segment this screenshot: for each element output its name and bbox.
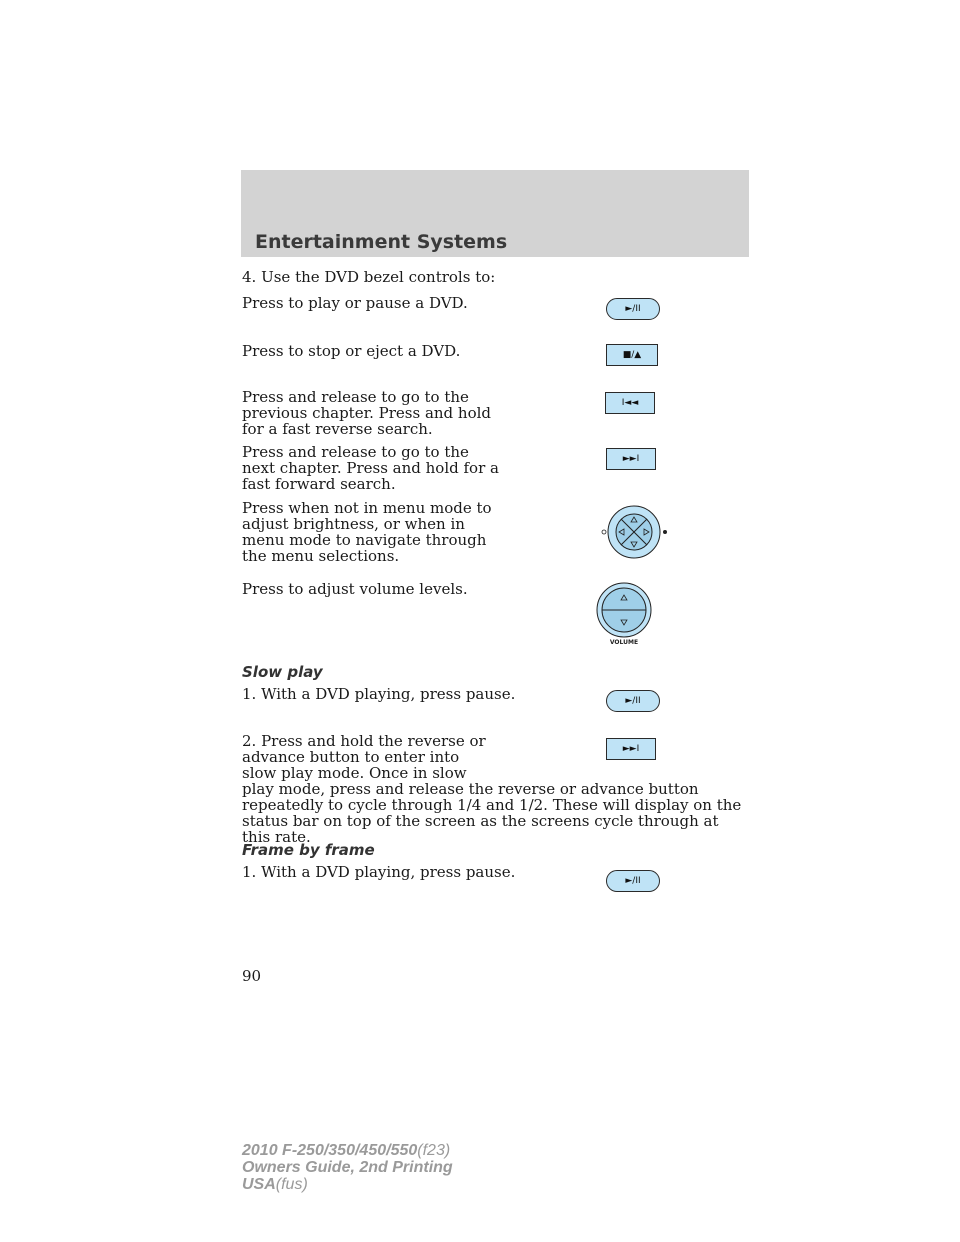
slow-play-step-1: 1. With a DVD playing, press pause. [242,685,516,703]
slow-play-step-2 [242,733,742,845]
play-pause-icon: ►/II [606,870,660,892]
volume-knob-icon [592,582,656,650]
play-pause-icon: ►/II [606,298,660,320]
navigation-pad-icon [598,504,670,560]
footer-model: 2010 F-250/350/450/550 [242,1142,418,1159]
previous-chapter-text: Press and release to go to the previous chapter. Press and hold for a fast reverse search. [242,388,492,438]
footer-region: USA [242,1176,276,1193]
next-chapter-text: Press and release to go to the next chapter. Press and hold for a fast forward search. [242,443,499,493]
frame-by-frame-heading: Frame by frame [242,841,375,859]
play-pause-icon: ►/II [606,690,660,712]
next-chapter-icon: ►►I [606,448,656,470]
previous-chapter-icon: I◄◄ [605,392,655,414]
frame-by-frame-step-1: 1. With a DVD playing, press pause. [242,863,516,881]
stop-eject-text: Press to stop or eject a DVD. [242,342,461,360]
section-header [241,170,749,257]
volume-text: Press to adjust volume levels. [242,580,468,598]
next-chapter-icon: ►►I [606,738,656,760]
page-number: 90 [242,967,262,985]
footer-region-code: (fus) [275,1176,308,1193]
navigation-pad-text: Press when not in menu mode to adjust brightness, or when in menu mode to navigate through the menu selections. [242,499,492,565]
volume-label: VOLUME [609,639,639,646]
intro-text: 4. Use the DVD bezel controls to: [242,268,496,286]
footer-guide: Owners Guide, 2nd Printing [242,1159,453,1176]
footer-model-code: (f23) [417,1142,451,1159]
stop-eject-icon: ■/▲ [606,344,658,366]
section-title: Entertainment Systems [255,231,508,253]
slow-play-heading: Slow play [242,663,323,681]
play-pause-text: Press to play or pause a DVD. [242,294,468,312]
footer [242,1142,453,1193]
slow-play-step-2-text: 2. Press and hold the reverse or advance button to enter into slow play mode. Once in slow play mode, press and release the reverse or advance button repeatedly to cycle through 1/4 and 1/2. These will display on the status bar on top of the screen as the screens cycle through at this rate. [242,732,742,846]
